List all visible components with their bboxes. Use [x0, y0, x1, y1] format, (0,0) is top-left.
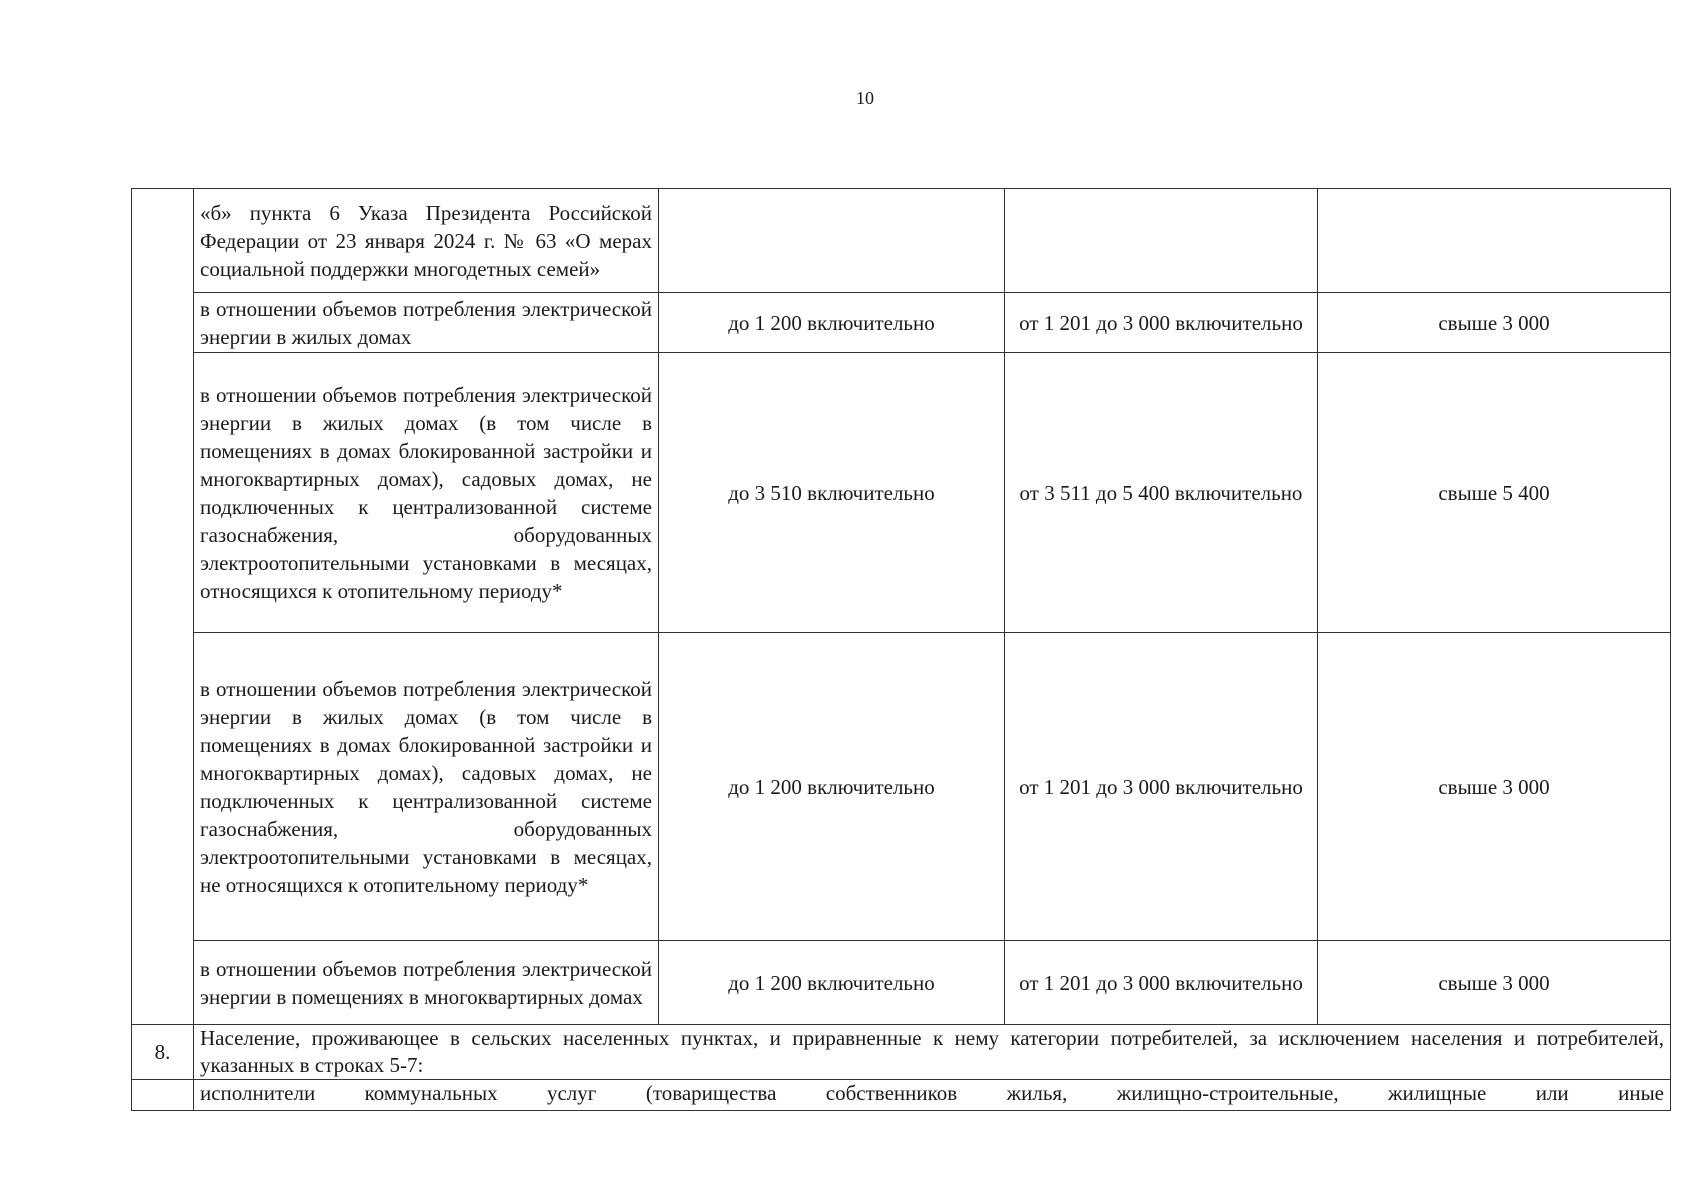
range-1-cell: до 1 200 включительно — [659, 293, 1005, 353]
table-row — [132, 1025, 1671, 1080]
range-1-cell — [659, 189, 1005, 293]
range-3-cell: свыше 3 000 — [1318, 941, 1671, 1025]
row-number-cell — [132, 1080, 194, 1111]
description-cell: в отношении объемов потребления электрической энергии в жилых домах — [194, 293, 659, 353]
item-8-text: Население, проживающее в сельских населенных пунктах, и приравненные к нему категории потребителей, за исключением населения и потребителей, указанных в строках 5-7: — [194, 1025, 1671, 1080]
table-row — [132, 189, 1671, 293]
table-row — [132, 1080, 1671, 1111]
range-2-cell: от 1 201 до 3 000 включительно — [1005, 293, 1318, 353]
table-row — [132, 293, 1671, 353]
range-3-cell — [1318, 189, 1671, 293]
range-2-cell — [1005, 189, 1318, 293]
description-cell: в отношении объемов потребления электрической энергии в жилых домах (в том числе в помещениях в домах блокированной застройки и многоквартирных домах), садовых домах, не подключенных к централизованной системе газоснабжения, оборудованных электроотопительными установками в месяцах, не относящихся к отопительному периоду* — [194, 633, 659, 941]
range-2-cell: от 3 511 до 5 400 включительно — [1005, 353, 1318, 633]
range-2-cell: от 1 201 до 3 000 включительно — [1005, 941, 1318, 1025]
range-1-cell: до 1 200 включительно — [659, 941, 1005, 1025]
range-2-cell: от 1 201 до 3 000 включительно — [1005, 633, 1318, 941]
page-number: 10 — [856, 88, 874, 108]
range-1-cell: до 1 200 включительно — [659, 633, 1005, 941]
table-row — [132, 941, 1671, 1025]
description-cell: «б» пункта 6 Указа Президента Российской Федерации от 23 января 2024 г. № 63 «О мерах социальной поддержки многодетных семей» — [194, 189, 659, 293]
range-3-cell: свыше 5 400 — [1318, 353, 1671, 633]
tariff-table — [131, 188, 1671, 1111]
range-3-cell: свыше 3 000 — [1318, 293, 1671, 353]
range-3-cell: свыше 3 000 — [1318, 633, 1671, 941]
row-number-cell — [132, 189, 194, 1025]
range-1-cell: до 3 510 включительно — [659, 353, 1005, 633]
table-row — [132, 633, 1671, 941]
item-8-subtext: исполнители коммунальных услуг (товарищества собственников жилья, жилищно-строительные, жилищные или иные — [194, 1080, 1671, 1111]
description-cell: в отношении объемов потребления электрической энергии в помещениях в многоквартирных домах — [194, 941, 659, 1025]
item-8-number: 8. — [132, 1025, 194, 1080]
description-cell: в отношении объемов потребления электрической энергии в жилых домах (в том числе в помещениях в домах блокированной застройки и многоквартирных домах), садовых домах, не подключенных к централизованной системе газоснабжения, оборудованных электроотопительными установками в месяцах, относящихся к отопительному периоду* — [194, 353, 659, 633]
table-row — [132, 353, 1671, 633]
